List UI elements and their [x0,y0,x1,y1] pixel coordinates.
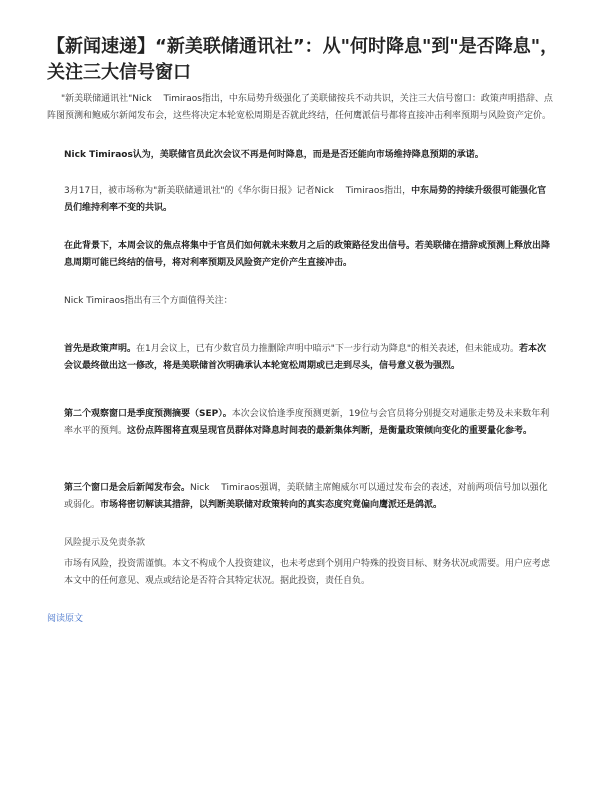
paragraph-1-emphasis: 中东局势的持续升级很可能强化官员们维持利率不变的共识。 [64,186,547,213]
paragraph-4-lead: 首先是政策声明。 [64,344,137,354]
paragraph-1-text: 3月17日，被市场称为"新美联储通讯社"的《华尔街日报》记者Nick Timiraos指出， [64,186,412,196]
paragraph-6 [64,480,554,514]
paragraph-6-text: Nick Timiraos强调，美联储主席鲍威尔可以通过发布会的表述，对前两项信号加以强化或弱化。 [64,483,548,510]
paragraph-6-emphasis: 市场将密切解读其措辞，以判断美联储对政策转向的真实态度究竟偏向鹰派还是鸽派。 [100,500,443,510]
read-original-link[interactable]: 阅读原文 [47,614,84,624]
risk-heading: 风险提示及免责条款 [64,538,146,548]
paragraph-5-emphasis: 这份点阵图将直观呈现官员群体对降息时间表的最新集体判断，是衡量政策倾向变化的重要量化参考。 [127,426,533,436]
paragraph-4-emphasis: 若本次会议最终做出这一修改，将是美联储首次明确承认本轮宽松周期或已走到尽头，信号意义极为强烈。 [64,344,547,371]
article-title: 【新闻速递】“新美联储通讯社”：从"何时降息"到"是否降息"，关注三大信号窗口 [47,36,559,83]
paragraph-1 [64,183,554,217]
paragraph-4 [64,341,554,375]
paragraph-5-lead: 第二个观察窗口是季度预测摘要（SEP）。 [64,409,232,419]
paragraph-6-lead: 第三个窗口是会后新闻发布会。 [64,483,191,493]
summary-paragraph: Nick Timiraos认为，美联储官员此次会议不再是何时降息，而是是否还能向市场维持降息预期的承诺。 [64,150,484,160]
paragraph-4-text: 在1月会议上，已有少数官员力推删除声明中暗示"下一步行动为降息"的相关表述，但未能成功。 [136,344,520,354]
paragraph-5 [64,406,554,440]
intro-paragraph: "新美联储通讯社"Nick Timiraos指出，中东局势升级强化了美联储按兵不动共识，关注三大信号窗口：政策声明措辞、点阵图预测和鲍威尔新闻发布会，这些将决定本轮宽松周期是否就此终结，任何鹰派信号都将直接冲击利率预期与风险资产定价。 [47,94,553,121]
risk-text: 市场有风险，投资需谨慎。本文不构成个人投资建议，也未考虑到个别用户特殊的投资目标、财务状况或需要。用户应考虑本文中的任何意见、观点或结论是否符合其特定状况。据此投资，责任自负。 [64,559,551,586]
paragraph-2: 在此背景下，本周会议的焦点将集中于官员们如何就未来数月之后的政策路径发出信号。若美联储在措辞或预测上释放出降息周期可能已终结的信号，将对利率预期及风险资产定价产生直接冲击。 [64,241,551,268]
paragraph-5-text: 本次会议恰逢季度预测更新，19位与会官员将分别提交对通胀走势及未来数年利率水平的预判。 [64,409,550,436]
paragraph-3: Nick Timiraos指出有三个方面值得关注： [64,296,233,306]
